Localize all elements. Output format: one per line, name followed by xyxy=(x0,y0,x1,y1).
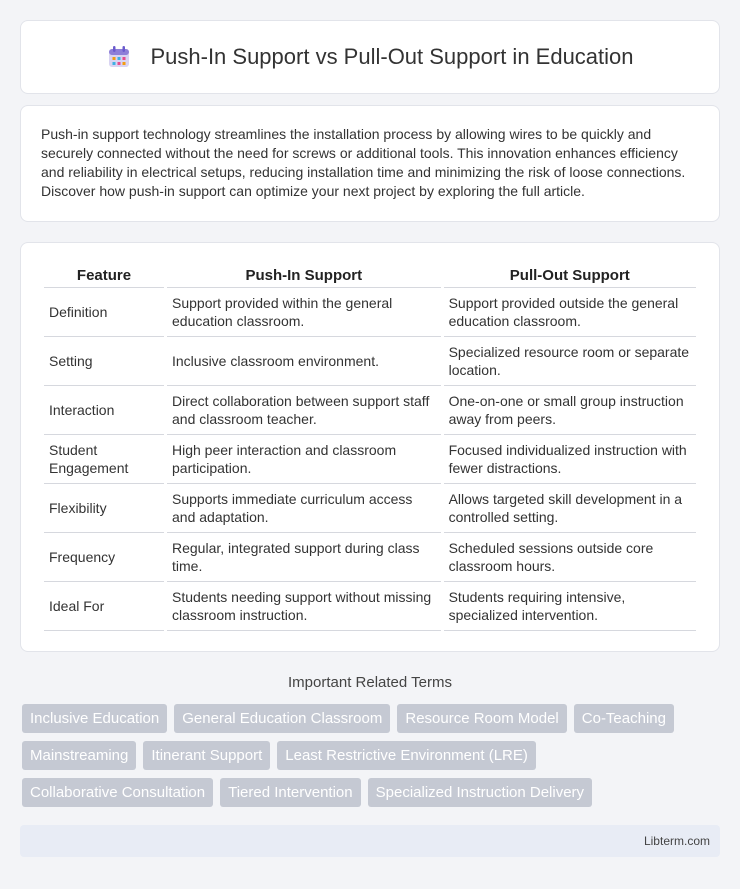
related-terms-list xyxy=(0,704,740,807)
related-terms-section xyxy=(0,674,740,807)
row-pull-out: One-on-one or small group instruction away from peers. xyxy=(444,386,696,435)
row-pull-out: Scheduled sessions outside core classroom hours. xyxy=(444,533,696,582)
row-pull-out: Specialized resource room or separate location. xyxy=(444,337,696,386)
calendar-icon xyxy=(106,44,132,70)
row-pull-out: Allows targeted skill development in a controlled setting. xyxy=(444,484,696,533)
related-term-tag[interactable]: Co-Teaching xyxy=(574,704,674,733)
row-feature: Interaction xyxy=(44,386,164,435)
row-push-in: Support provided within the general education classroom. xyxy=(167,288,441,337)
table-row xyxy=(44,386,696,435)
row-push-in: Inclusive classroom environment. xyxy=(167,337,441,386)
related-term-tag[interactable]: Specialized Instruction Delivery xyxy=(368,778,592,807)
intro-text: Push-in support technology streamlines the installation process by allowing wires to be quickly and securely connected without the need for screws or additional tools. This innovation enhances efficiency and reliability in electrical setups, reducing installation time and minimizing the risk of loose connections. Discover how push-in support can optimize your next project by exploring the full article. xyxy=(41,126,686,199)
row-feature: Student Engagement xyxy=(44,435,164,484)
table-row xyxy=(44,533,696,582)
related-term-tag[interactable]: Itinerant Support xyxy=(143,741,270,770)
row-push-in: Direct collaboration between support staff and classroom teacher. xyxy=(167,386,441,435)
table-row xyxy=(44,484,696,533)
table-row xyxy=(44,288,696,337)
related-term-tag[interactable]: Collaborative Consultation xyxy=(22,778,213,807)
comparison-table xyxy=(41,261,699,631)
row-feature: Flexibility xyxy=(44,484,164,533)
table-header-row xyxy=(44,261,696,288)
row-pull-out: Focused individualized instruction with fewer distractions. xyxy=(444,435,696,484)
related-term-tag[interactable]: Mainstreaming xyxy=(22,741,136,770)
row-push-in: Supports immediate curriculum access and adaptation. xyxy=(167,484,441,533)
row-push-in: High peer interaction and classroom participation. xyxy=(167,435,441,484)
row-pull-out: Support provided outside the general education classroom. xyxy=(444,288,696,337)
row-feature: Definition xyxy=(44,288,164,337)
header-pull-out: Pull-Out Support xyxy=(444,261,696,288)
row-feature: Setting xyxy=(44,337,164,386)
title-card xyxy=(20,20,720,94)
row-feature: Ideal For xyxy=(44,582,164,631)
table-row xyxy=(44,337,696,386)
related-term-tag[interactable]: Resource Room Model xyxy=(397,704,566,733)
row-feature: Frequency xyxy=(44,533,164,582)
table-row xyxy=(44,582,696,631)
related-term-tag[interactable]: Tiered Intervention xyxy=(220,778,361,807)
header-feature: Feature xyxy=(44,261,164,288)
related-term-tag[interactable]: General Education Classroom xyxy=(174,704,390,733)
page-title: Push-In Support vs Pull-Out Support in Education xyxy=(150,44,634,69)
intro-card xyxy=(20,105,720,222)
table-row xyxy=(44,435,696,484)
row-push-in: Regular, integrated support during class time. xyxy=(167,533,441,582)
header-push-in: Push-In Support xyxy=(167,261,441,288)
footer xyxy=(20,825,720,857)
related-terms-title: Important Related Terms xyxy=(288,674,452,691)
comparison-table-card xyxy=(20,242,720,652)
related-term-tag[interactable]: Inclusive Education xyxy=(22,704,167,733)
related-term-tag[interactable]: Least Restrictive Environment (LRE) xyxy=(277,741,536,770)
row-pull-out: Students requiring intensive, specialized intervention. xyxy=(444,582,696,631)
row-push-in: Students needing support without missing classroom instruction. xyxy=(167,582,441,631)
footer-site-link[interactable]: Libterm.com xyxy=(643,834,710,848)
